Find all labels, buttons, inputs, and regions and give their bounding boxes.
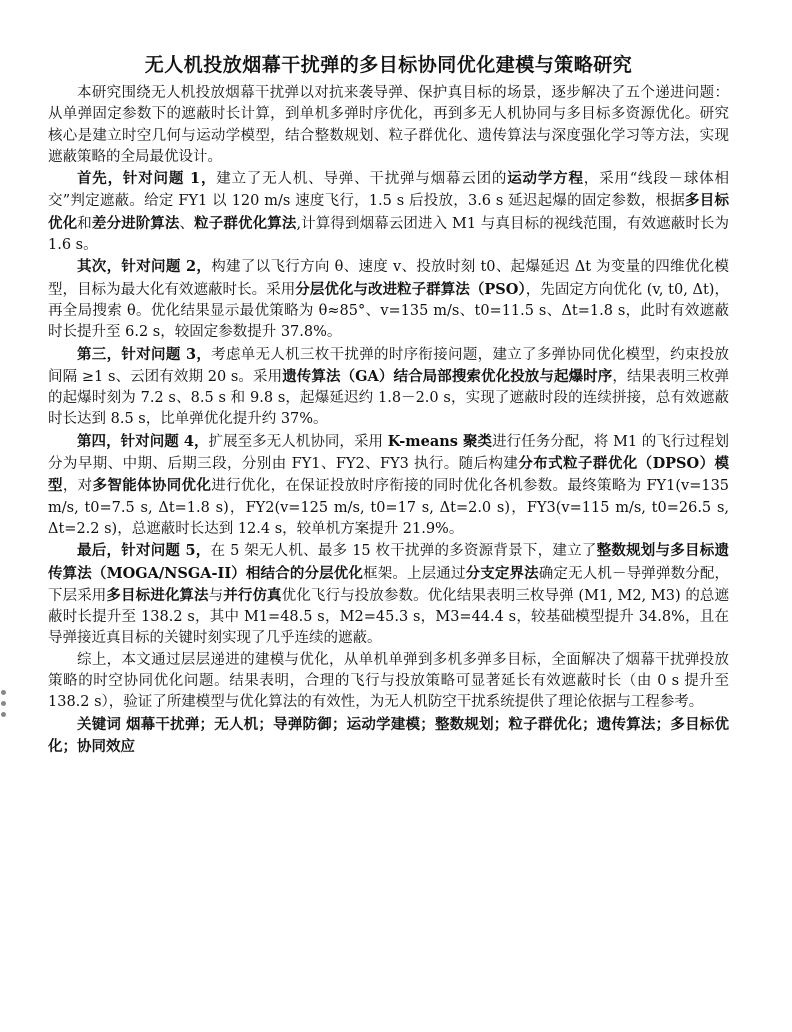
problem-4-paragraph (48, 431, 729, 540)
side-drag-handle[interactable] (0, 690, 8, 720)
p4-bold-2: 分布式粒子群优化（DPSO）模型 (48, 455, 729, 495)
problem-1-paragraph (48, 168, 729, 256)
intro-paragraph: 本研究围绕无人机投放烟幕干扰弹以对抗来袭导弹、保护真目标的场景，逐步解决了五个递进问题：从单弹固定参数下的遮蔽时长计算，到单机多弹时序优化，再到多无人机协同与多目标多资源优化。研究核心是建立时空几何与运动学模型，结合整数规划、粒子群优化、遗传算法与深度强化学习等方法，实现遮蔽策略的全局最优设计。 (48, 85, 729, 165)
problem-5-lead: 最后，针对问题 5， (77, 542, 211, 560)
p5-text-1: 在 5 架无人机、最多 15 枚干扰弹的多资源背景下，建立了 (210, 543, 597, 560)
p5-text-3: 确定无人机－导弹弹数分配，下层采用 (48, 565, 730, 604)
p5-text-5: 优化飞行与投放参数。优化结果表明三枚导弹 (M1, M2, M3) 的总遮蔽时长提升至 138.2 s，其中 M1=48.5 s，M2=45.3 s，M3=44.4 s，较基础模型提升 34.8%，且在导弹接近真目标的关键时刻实现了几乎连续的遮蔽。 (48, 587, 730, 647)
p1-text-1: 建立了无人机、导弹、干扰弹与烟幕云团的 (216, 171, 508, 188)
p1-text-2: ，采用“线段－球体相交”判定遮蔽。给定 FY1 以 120 m/s 速度飞行，1.5 s 后投放，3.6 s 延迟起爆的固定参数，根据 (48, 171, 729, 210)
p4-text-4: 进行优化，在保证投放时序衔接的同时优化各机参数。最终策略为 FY1(v=135 m/s, t0=7.5 s, Δt=1.8 s)，FY2(v=125 m/s, t0=17 s, Δt=2.0 s)，FY3(v=115 m/s, t0=26.5 s, Δt=2.2 s)，总遮蔽时长达到 12.4 s，较单机方案提升 21.9%。 (48, 478, 730, 537)
p1-bold-2: 多目标优化 (48, 192, 729, 232)
paper-title: 无人机投放烟幕干扰弹的多目标协同优化建模与策略研究 (144, 54, 633, 76)
p2-text-1: 构建了以飞行方向 θ、速度 v、投放时刻 t0、起爆延迟 Δt 为变量的四维优化模型，目标为最大化有效遮蔽时长。采用 (48, 259, 729, 298)
handle-dot (1, 690, 6, 695)
p1-bold-1: 运动学方程 (507, 170, 584, 188)
p4-bold-3: 多智能体协同优化 (92, 477, 212, 495)
problem-5-paragraph (48, 540, 729, 649)
abstract-page (48, 50, 729, 758)
p5-bold-2: 分支定界法 (465, 564, 539, 582)
p4-bold-1: K-means 聚类 (387, 432, 493, 450)
p1-text-4: 、 (179, 215, 195, 232)
problem-4-lead: 第四，针对问题 4， (77, 432, 209, 450)
problem-1-lead: 首先，针对问题 1， (77, 170, 217, 188)
p3-bold-1: 遗传算法（GA）结合局部搜索优化投放与起爆时序 (282, 367, 613, 385)
conclusion-paragraph: 综上，本文通过层层递进的建模与优化，从单机单弹到多机多弹多目标，全面解决了烟幕干扰弹投放策略的时空协同优化问题。结果表明，合理的飞行与投放策略可显著延长有效遮蔽时长（由 0 s 提升至 138.2 s），验证了所建模型与优化算法的有效性，为无人机防空干扰系统提供了理论依据与工程参考。 (48, 651, 729, 711)
p3-text-2: ，结果表明三枚弹的起爆时刻为 7.2 s、8.5 s 和 9.8 s，起爆延迟约 1.8－2.0 s，实现了遮蔽时段的连续拼接，总有效遮蔽时长达到 8.5 s，比单弹优化提升约 37%。 (48, 368, 729, 428)
p3-text-1: 考虑单无人机三枚干扰弹的时序衔接问题，建立了多弹协同优化模型，约束投放间隔 ≥1 s、云团有效期 20 s。采用 (48, 346, 730, 385)
handle-dot (1, 712, 6, 717)
p5-bold-4: 并行仿真 (223, 586, 282, 604)
p1-bold-4: 粒子群优化算法 (194, 214, 297, 232)
p1-text-5: ,计算得到烟幕云团进入 M1 与真目标的视线范围，有效遮蔽时长为 1.6 s。 (48, 215, 730, 254)
p4-text-2: 进行任务分配，将 M1 的飞行过程划分为早期、中期、后期三段，分别由 FY1、FY2、FY3 执行。随后构建 (48, 433, 729, 473)
p4-text-3: ，对 (62, 478, 93, 495)
problem-3-paragraph (48, 344, 729, 431)
problem-2-paragraph (48, 256, 729, 343)
p4-text-1: 扩展至多无人机协同，采用 (208, 433, 388, 450)
problem-3-lead: 第三，针对问题 3， (77, 345, 212, 363)
p1-text-3: 和 (77, 215, 92, 232)
p5-text-4: 与 (208, 587, 224, 604)
handle-dot (1, 701, 6, 706)
keywords-text: 烟幕干扰弹；无人机；导弹防御；运动学建模；整数规划；粒子群优化；遗传算法；多目标优化；协同效应 (48, 715, 730, 755)
keywords-label: 关键词 (77, 715, 122, 733)
p5-bold-3: 多目标进化算法 (106, 586, 209, 604)
p1-bold-3: 差分进阶算法 (91, 214, 180, 232)
p5-bold-1: 整数规划与多目标遗传算法（MOGA/NSGA-II）相结合的分层优化 (48, 542, 730, 582)
problem-2-lead: 其次，针对问题 2， (77, 258, 212, 276)
p2-bold-1: 分层优化与改进粒子群算法（PSO） (295, 280, 526, 298)
p2-text-2: ，先固定方向优化 (v, t0, Δt)，再全局搜索 θ。优化结果显示最优策略为 θ≈85°、v=135 m/s、t0=11.5 s、Δt=1.8 s，此时有效遮蔽时长提升至 6.2 s，较固定参数提升 37.8%。 (48, 281, 729, 341)
keywords-paragraph (48, 714, 729, 759)
p5-text-2: 框架。上层通过 (363, 565, 466, 582)
